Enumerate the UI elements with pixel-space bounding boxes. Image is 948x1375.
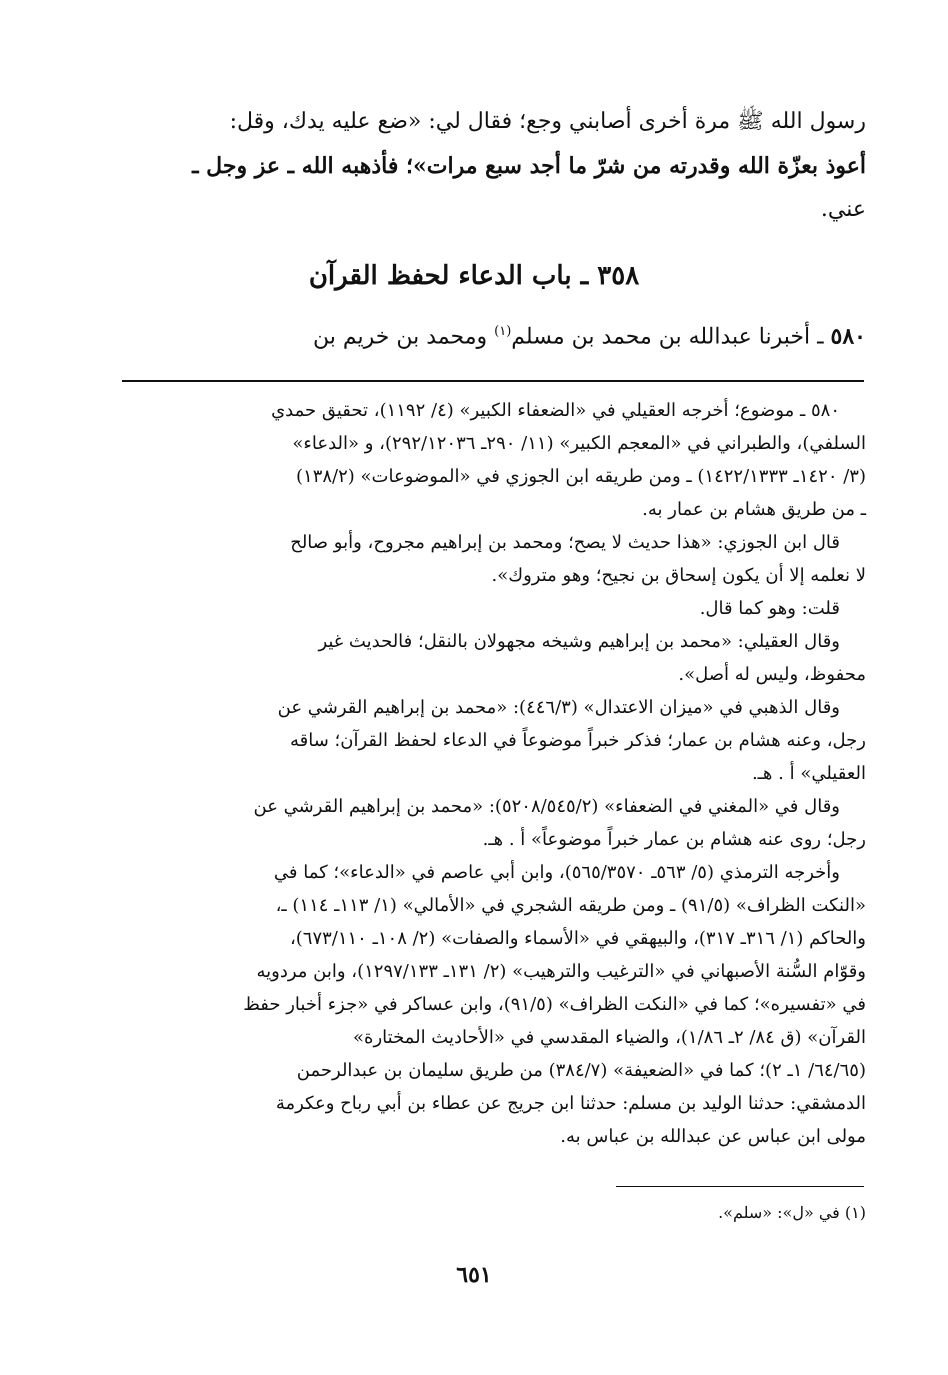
notes-separator — [122, 380, 864, 382]
note-line: رجل، وعنه هشام بن عمار؛ فذكر خبراً موضوعاً في الدعاء لحفظ القرآن؛ ساقه — [290, 730, 866, 751]
note-line: (٦٤/٦٥/ ١ـ ٢)؛ كما في «الضعيفة» (٣٨٤/٧) من طريق سليمان بن عبدالرحمن — [296, 1060, 866, 1081]
note-paragraph — [118, 856, 866, 1153]
note-line: الدمشقي: حدثنا الوليد بن مسلم: حدثنا ابن جريج عن عطاء بن أبي رباح وعكرمة — [275, 1093, 866, 1114]
note-paragraph — [118, 790, 866, 856]
hadith-intro-line — [118, 310, 866, 359]
note-line: القرآن» (ق ٨٤/ ٢ـ ١/٨٦)، والضياء المقدسي في «الأحاديث المختارة» — [353, 1027, 866, 1048]
note-line: ـ من طريق هشام بن عمار به. — [642, 499, 866, 520]
hadith-text-after: ومحمد بن خريم بن — [313, 324, 488, 350]
note-line: وقال الذهبي في «ميزان الاعتدال» (٤٤٦/٣): «محمد بن إبراهيم القرشي عن — [277, 697, 840, 718]
note-paragraph — [118, 625, 866, 691]
footnote-marker: (١) — [494, 324, 512, 339]
note-line: وقوّام السُّنة الأصبهاني في «الترغيب والترهيب» (٢/ ١٣١ـ ١٢٩٧/١٣٣)، وابن مردويه — [256, 961, 866, 982]
note-line: رجل؛ روى عنه هشام بن عمار خبراً موضوعاً» أ . هـ. — [482, 829, 866, 850]
top-paragraph — [118, 100, 866, 232]
note-line: العقيلي» أ . هـ. — [751, 763, 866, 784]
commentary-notes — [118, 394, 866, 1153]
note-paragraph — [118, 691, 866, 790]
note-paragraph — [118, 592, 866, 625]
note-line: (٣/ ١٤٢٠ـ ١٤٢٢/١٣٣٣) ـ ومن طريقه ابن الجوزي في «الموضوعات» (١٣٨/٢) — [296, 466, 866, 487]
footnote: (١) في «ل»: «سلم». — [718, 1203, 866, 1222]
note-paragraph — [118, 394, 866, 526]
hadith-number: ٥٨٠ — [830, 323, 866, 350]
note-line: وقال في «المغني في الضعفاء» (٥٢٠٨/٥٤٥/٢): «محمد بن إبراهيم القرشي عن — [253, 796, 840, 817]
chapter-heading: ٣٥٨ ـ باب الدعاء لحفظ القرآن — [308, 261, 640, 291]
note-line: لا نعلمه إلا أن يكون إسحاق بن نجيح؛ وهو متروك». — [491, 565, 866, 586]
footnote-separator — [616, 1186, 864, 1187]
hadith-text-before: ـ أخبرنا عبدالله بن محمد بن مسلم — [511, 324, 824, 350]
note-line: قلت: وهو كما قال. — [699, 598, 840, 619]
top-line-2: أعوذ بعزّة الله وقدرته من شرّ ما أجد سبع مرات»؛ فأذهبه الله ـ عز وجل ـ — [192, 153, 866, 179]
note-line: ٥٨٠ ـ موضوع؛ أخرجه العقيلي في «الضعفاء الكبير» (٤/ ١١٩٢)، تحقيق حمدي — [271, 400, 840, 421]
note-line: قال ابن الجوزي: «هذا حديث لا يصح؛ ومحمد بن إبراهيم مجروح، وأبو صالح — [290, 532, 840, 553]
note-line: «النكت الظراف» (٩١/٥) ـ ومن طريقه الشجري في «الأمالي» (١/ ١١٣ـ ١١٤) ـ، — [275, 895, 866, 916]
note-line: والحاكم (١/ ٣١٦ـ ٣١٧)، والبيهقي في «الأسماء والصفات» (٢/ ١٠٨ـ ٦٧٣/١١٠)، — [289, 928, 866, 949]
note-line: في «تفسيره»؛ كما في «النكت الظراف» (٩١/٥)، وابن عساكر في «جزء أخبار حفظ — [243, 994, 866, 1015]
page-number: ٦٥١ — [456, 1262, 492, 1288]
note-line: وقال العقيلي: «محمد بن إبراهيم وشيخه مجهولان بالنقل؛ فالحديث غير — [318, 631, 840, 652]
note-line: محفوظ، وليس له أصل». — [678, 664, 866, 685]
top-line-1: رسول الله ﷺ مرة أخرى أصابني وجع؛ فقال لي: «ضع عليه يدك، وقل: — [229, 109, 866, 134]
note-paragraph — [118, 526, 866, 592]
note-line: مولى ابن عباس عن عبدالله بن عباس به. — [560, 1126, 866, 1147]
note-line: وأخرجه الترمذي (٥/ ٥٦٣ـ ٥٦٥/٣٥٧٠)، وابن أبي عاصم في «الدعاء»؛ كما في — [273, 862, 840, 883]
hadith-intro — [118, 310, 866, 359]
top-line-3: عني. — [820, 197, 866, 222]
note-line: السلفي)، والطبراني في «المعجم الكبير» (١١/ ٢٩٠ـ ٢٩٢/١٢٠٣٦)، و «الدعاء» — [292, 433, 866, 454]
